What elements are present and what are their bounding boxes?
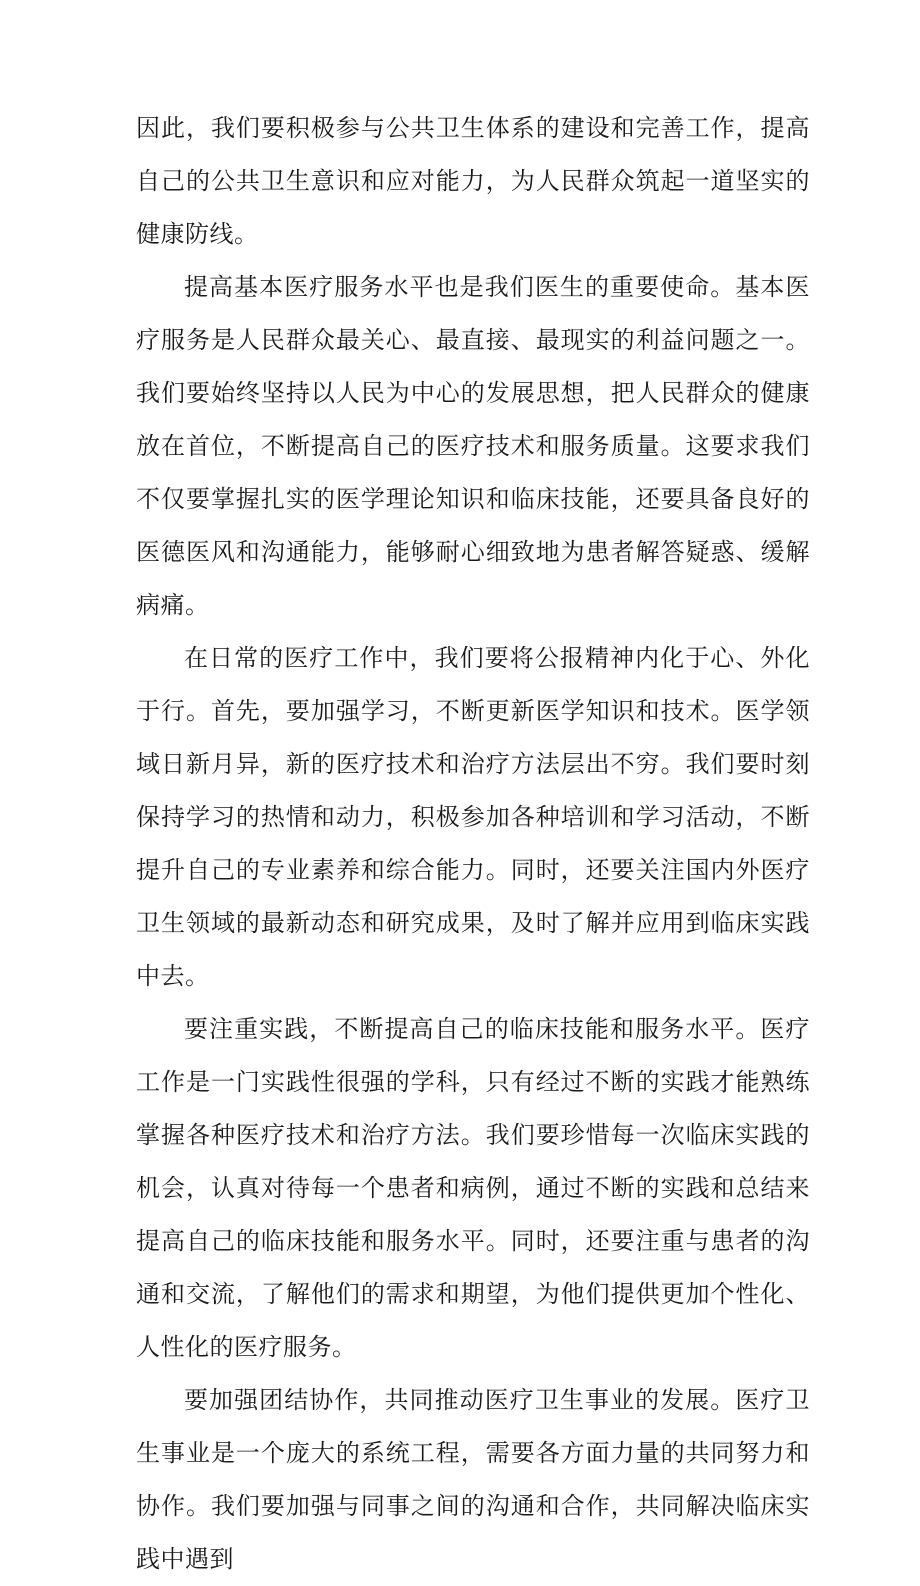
paragraph-3: 在日常的医疗工作中，我们要将公报精神内化于心、外化于行。首先，要加强学习，不断更新医学知识和技术。医学领域日新月异，新的医疗技术和治疗方法层出不穷。我们要时刻保持学习的热情和动力，积极参加各种培训和学习活动，不断提升自己的专业素养和综合能力。同时，还要关注国内外医疗卫生领域的最新动态和研究成果，及时了解并应用到临床实践中去。 <box>136 644 810 990</box>
paragraph-4: 要注重实践，不断提高自己的临床技能和服务水平。医疗工作是一门实践性很强的学科，只有经过不断的实践才能熟练掌握各种医疗技术和治疗方法。我们要珍惜每一次临床实践的机会，认真对待每一个患者和病例，通过不断的实践和总结来提高自己的临床技能和服务水平。同时，还要注重与患者的沟通和交流，了解他们的需求和期望，为他们提供更加个性化、人性化的医疗服务。 <box>136 1015 810 1361</box>
paragraph-5: 要加强团结协作，共同推动医疗卫生事业的发展。医疗卫生事业是一个庞大的系统工程，需要各方面力量的共同努力和协作。我们要加强与同事之间的沟通和合作，共同解决临床实践中遇到 <box>136 1386 810 1573</box>
paragraph-1: 因此，我们要积极参与公共卫生体系的建设和完善工作，提高自己的公共卫生意识和应对能力，为人民群众筑起一道坚实的健康防线。 <box>136 114 810 248</box>
paragraph-2: 提高基本医疗服务水平也是我们医生的重要使命。基本医疗服务是人民群众最关心、最直接、最现实的利益问题之一。我们要始终坚持以人民为中心的发展思想，把人民群众的健康放在首位，不断提高自己的医疗技术和服务质量。这要求我们不仅要掌握扎实的医学理论知识和临床技能，还要具备良好的医德医风和沟通能力，能够耐心细致地为患者解答疑惑、缓解病痛。 <box>136 273 810 619</box>
